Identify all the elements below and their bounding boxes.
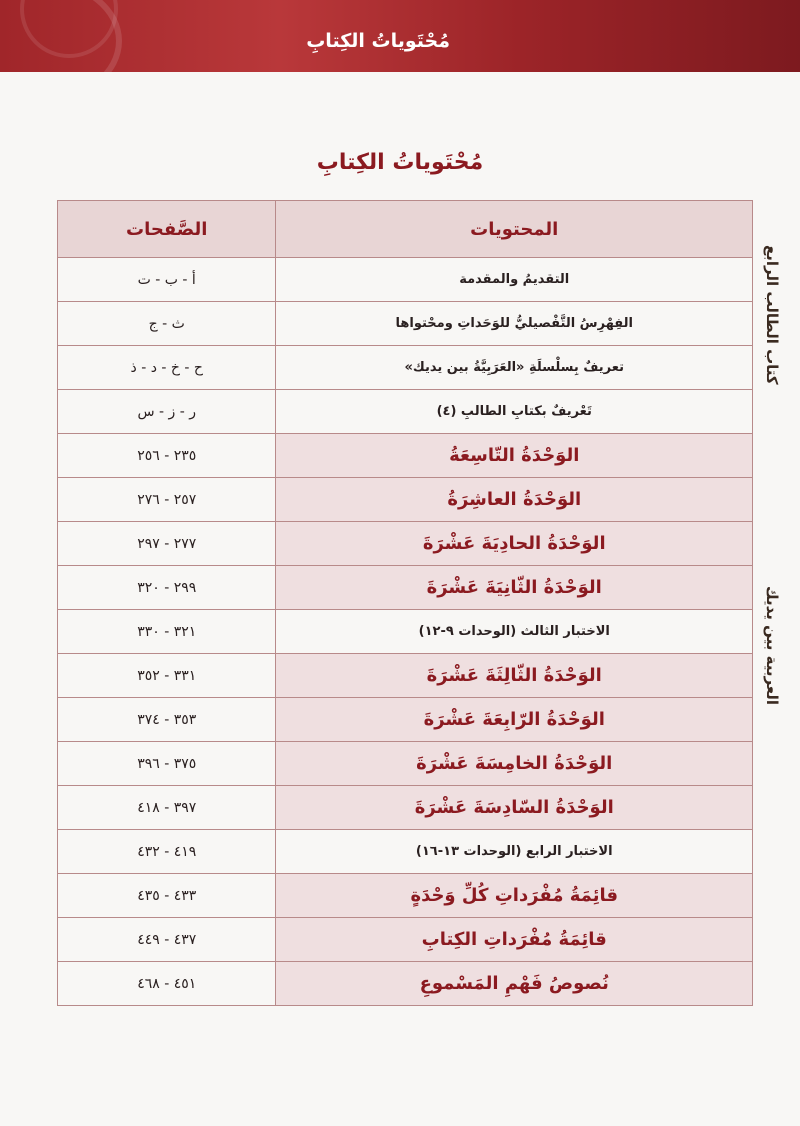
table-row <box>58 698 753 742</box>
contents-table <box>57 200 753 1006</box>
contents-cell: الوَحْدَةُ الخامِسَةَ عَشْرَةَ <box>276 742 753 786</box>
contents-cell: الوَحْدَةُ التّاسِعَةُ <box>276 434 753 478</box>
table-row <box>58 434 753 478</box>
pages-cell: ث - ج <box>58 302 276 346</box>
table-row <box>58 390 753 434</box>
table-row <box>58 962 753 1006</box>
pages-cell: ٣٣١ - ٣٥٢ <box>58 654 276 698</box>
contents-cell: نُصوصُ فَهْمِ المَسْموعِ <box>276 962 753 1006</box>
pages-cell: ٢٣٥ - ٢٥٦ <box>58 434 276 478</box>
contents-cell: الوَحْدَةُ الثّالِثَةَ عَشْرَةَ <box>276 654 753 698</box>
contents-cell: قائِمَةُ مُفْرَداتِ الكِتابِ <box>276 918 753 962</box>
table-row <box>58 742 753 786</box>
table-row <box>58 566 753 610</box>
pages-cell: ٢٥٧ - ٢٧٦ <box>58 478 276 522</box>
table-row <box>58 478 753 522</box>
contents-cell: الاختبار الثالث (الوحدات ٩-١٢) <box>276 610 753 654</box>
contents-cell: الوَحْدَةُ العاشِرَةُ <box>276 478 753 522</box>
contents-cell: تعريفٌ بِسلْسلَةِ «العَرَبِيَّةُ بين يديك» <box>276 346 753 390</box>
contents-cell: الوَحْدَةُ السّادِسَةَ عَشْرَةَ <box>276 786 753 830</box>
contents-column-header: المحتويات <box>276 201 753 258</box>
pages-cell: ٢٩٩ - ٣٢٠ <box>58 566 276 610</box>
side-title <box>752 245 792 705</box>
contents-cell: الوَحْدَةُ الثّانِيَةَ عَشْرَةَ <box>276 566 753 610</box>
contents-cell: قائِمَةُ مُفْرَداتِ كُلِّ وَحْدَةٍ <box>276 874 753 918</box>
pages-cell: ٤٣٧ - ٤٤٩ <box>58 918 276 962</box>
contents-cell: الوَحْدَةُ الرّابِعَةَ عَشْرَةَ <box>276 698 753 742</box>
table-row <box>58 258 753 302</box>
table-row <box>58 654 753 698</box>
pages-column-header: الصَّفحات <box>58 201 276 258</box>
table-row <box>58 830 753 874</box>
pages-cell: ٣٩٧ - ٤١٨ <box>58 786 276 830</box>
pages-cell: ٤١٩ - ٤٣٢ <box>58 830 276 874</box>
contents-cell: التقديمُ والمقدمة <box>276 258 753 302</box>
pages-cell: ٢٧٧ - ٢٩٧ <box>58 522 276 566</box>
table-row <box>58 874 753 918</box>
table-row <box>58 302 753 346</box>
side-book-title: كتاب الطالب الرابع <box>763 245 781 385</box>
table-row <box>58 918 753 962</box>
pages-cell: أ - ب - ت <box>58 258 276 302</box>
table-row <box>58 610 753 654</box>
contents-cell: الوَحْدَةُ الحادِيَةَ عَشْرَةَ <box>276 522 753 566</box>
header-band <box>0 0 800 72</box>
pages-cell: ر - ز - س <box>58 390 276 434</box>
contents-cell: تَعْريفٌ بكتابِ الطالبِ (٤) <box>276 390 753 434</box>
pages-cell: ح - خ - د - ذ <box>58 346 276 390</box>
header-title: مُحْتَوياتُ الكِتابِ <box>306 30 450 52</box>
table-row <box>58 786 753 830</box>
table-row <box>58 522 753 566</box>
pages-cell: ٣٥٣ - ٣٧٤ <box>58 698 276 742</box>
table-body <box>58 258 753 1006</box>
contents-cell: الاختبار الرابع (الوحدات ١٣-١٦) <box>276 830 753 874</box>
side-series-title: العربية بين يديك <box>763 585 781 705</box>
contents-cell: الفِهْرِسُ التَّفْصيليُّ للوَحَداتِ ومحْتواها <box>276 302 753 346</box>
table-header-row <box>58 201 753 258</box>
table-row <box>58 346 753 390</box>
pages-cell: ٣٢١ - ٣٣٠ <box>58 610 276 654</box>
pages-cell: ٤٣٣ - ٤٣٥ <box>58 874 276 918</box>
page-title: مُحْتَوياتُ الكِتابِ <box>316 150 484 175</box>
pages-cell: ٤٥١ - ٤٦٨ <box>58 962 276 1006</box>
pages-cell: ٣٧٥ - ٣٩٦ <box>58 742 276 786</box>
